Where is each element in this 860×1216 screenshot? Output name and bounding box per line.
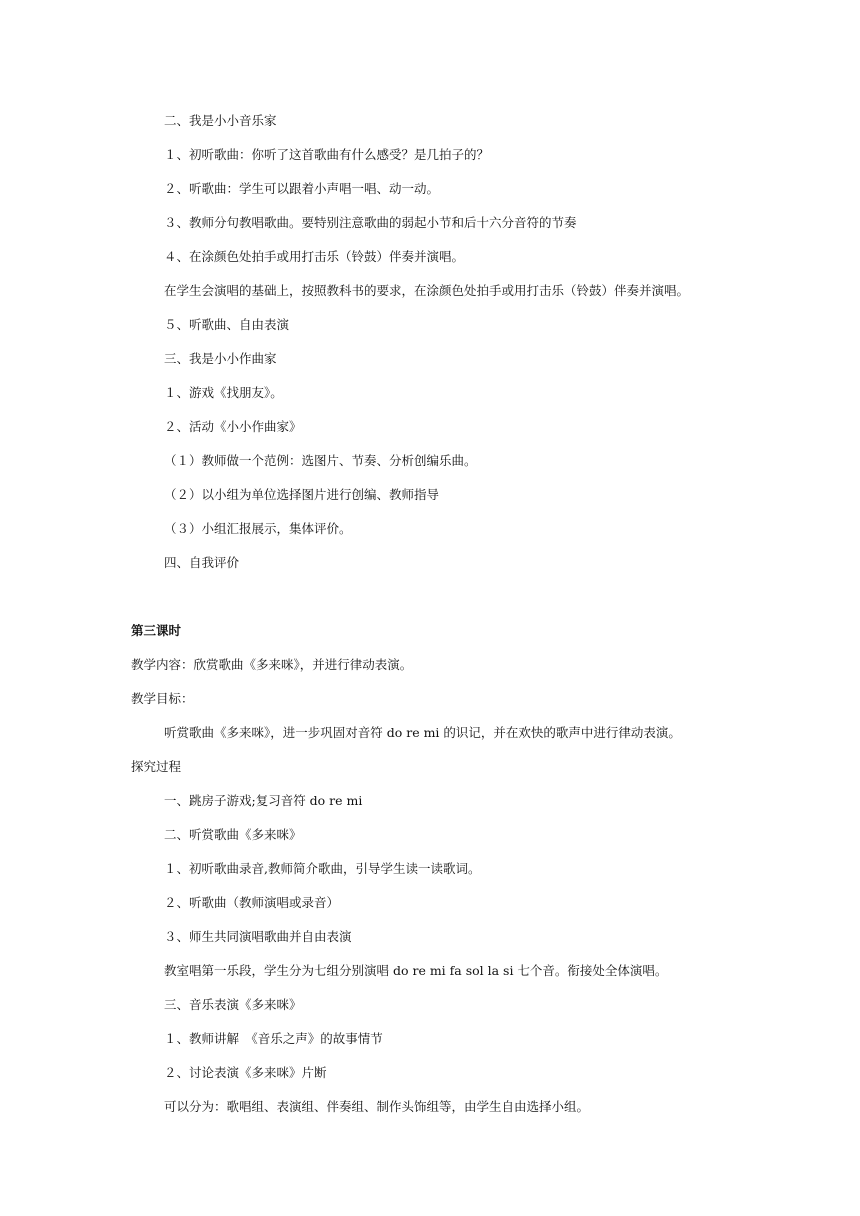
section-heading-hopscotch: 一、跳房子游戏;复习音符 do re mi — [164, 793, 363, 808]
step-first-listen: １、初听歌曲：你听了这首歌曲有什么感受？是几拍子的？ — [164, 147, 490, 162]
step-sing-together: ３、师生共同演唱歌曲并自由表演 — [164, 929, 352, 944]
paragraph-percussion-detail: 在学生会演唱的基础上，按照教科书的要求，在涂颜色处拍手或用打击乐（铃鼓）伴奏并演唱。 — [164, 283, 690, 298]
step-listen-song: ２、听歌曲：学生可以跟着小声唱一唱、动一动。 — [164, 181, 440, 196]
substep-teacher-example: （１）教师做一个范例：选图片、节奏、分析创编乐曲。 — [164, 453, 477, 468]
step-listen-teacher-or-recording: ２、听歌曲（教师演唱或录音） — [164, 895, 340, 910]
teaching-content: 教学内容：欣赏歌曲《多来咪》，并进行律动表演。 — [131, 657, 413, 672]
step-first-listen-recording: １、初听歌曲录音,教师简介歌曲，引导学生读一读歌词。 — [164, 861, 481, 876]
lesson-title: 第三课时 — [131, 623, 182, 638]
step-game-find-friends: １、游戏《找朋友》。 — [164, 385, 283, 400]
section-heading-listen-song: 二、听赏歌曲《多来咪》 — [164, 827, 302, 842]
paragraph-group-types: 可以分为：歌唱组、表演组、伴奏组、制作头饰组等，由学生自由选择小组。 — [164, 1099, 590, 1114]
section-heading-self-evaluation: 四、自我评价 — [164, 555, 240, 570]
step-free-performance: ５、听歌曲、自由表演 — [164, 317, 290, 332]
substep-group-creation: （２）以小组为单位选择图片进行创编、教师指导 — [164, 487, 440, 502]
step-explain-story: １、教师讲解 《音乐之声》的故事情节 — [164, 1031, 383, 1046]
section-heading-music-performer: 二、我是小小音乐家 — [164, 113, 277, 128]
teaching-goals-text: 听赏歌曲《多来咪》，进一步巩固对音符 do re mi 的识记，并在欢快的歌声中进行律动表演。 — [164, 725, 681, 740]
section-heading-music-performance: 三、音乐表演《多来咪》 — [164, 997, 302, 1012]
section-heading-composer: 三、我是小小作曲家 — [164, 351, 277, 366]
step-teach-sentences: ３、教师分句教唱歌曲。要特别注意歌曲的弱起小节和后十六分音符的节奏 — [164, 215, 577, 230]
step-percussion-accompaniment: ４、在涂颜色处拍手或用打击乐（铃鼓）伴奏并演唱。 — [164, 249, 465, 264]
paragraph-seven-groups: 教室唱第一乐段，学生分为七组分别演唱 do re mi fa sol la si 七个音。衔接处全体演唱。 — [164, 963, 668, 978]
step-discuss-performance: ２、讨论表演《多来咪》片断 — [164, 1065, 327, 1080]
substep-group-presentation: （３）小组汇报展示，集体评价。 — [164, 521, 352, 536]
exploration-process-label: 探究过程 — [131, 759, 182, 774]
teaching-goals-label: 教学目标： — [131, 691, 194, 706]
step-activity-composer: ２、活动《小小作曲家》 — [164, 419, 302, 434]
